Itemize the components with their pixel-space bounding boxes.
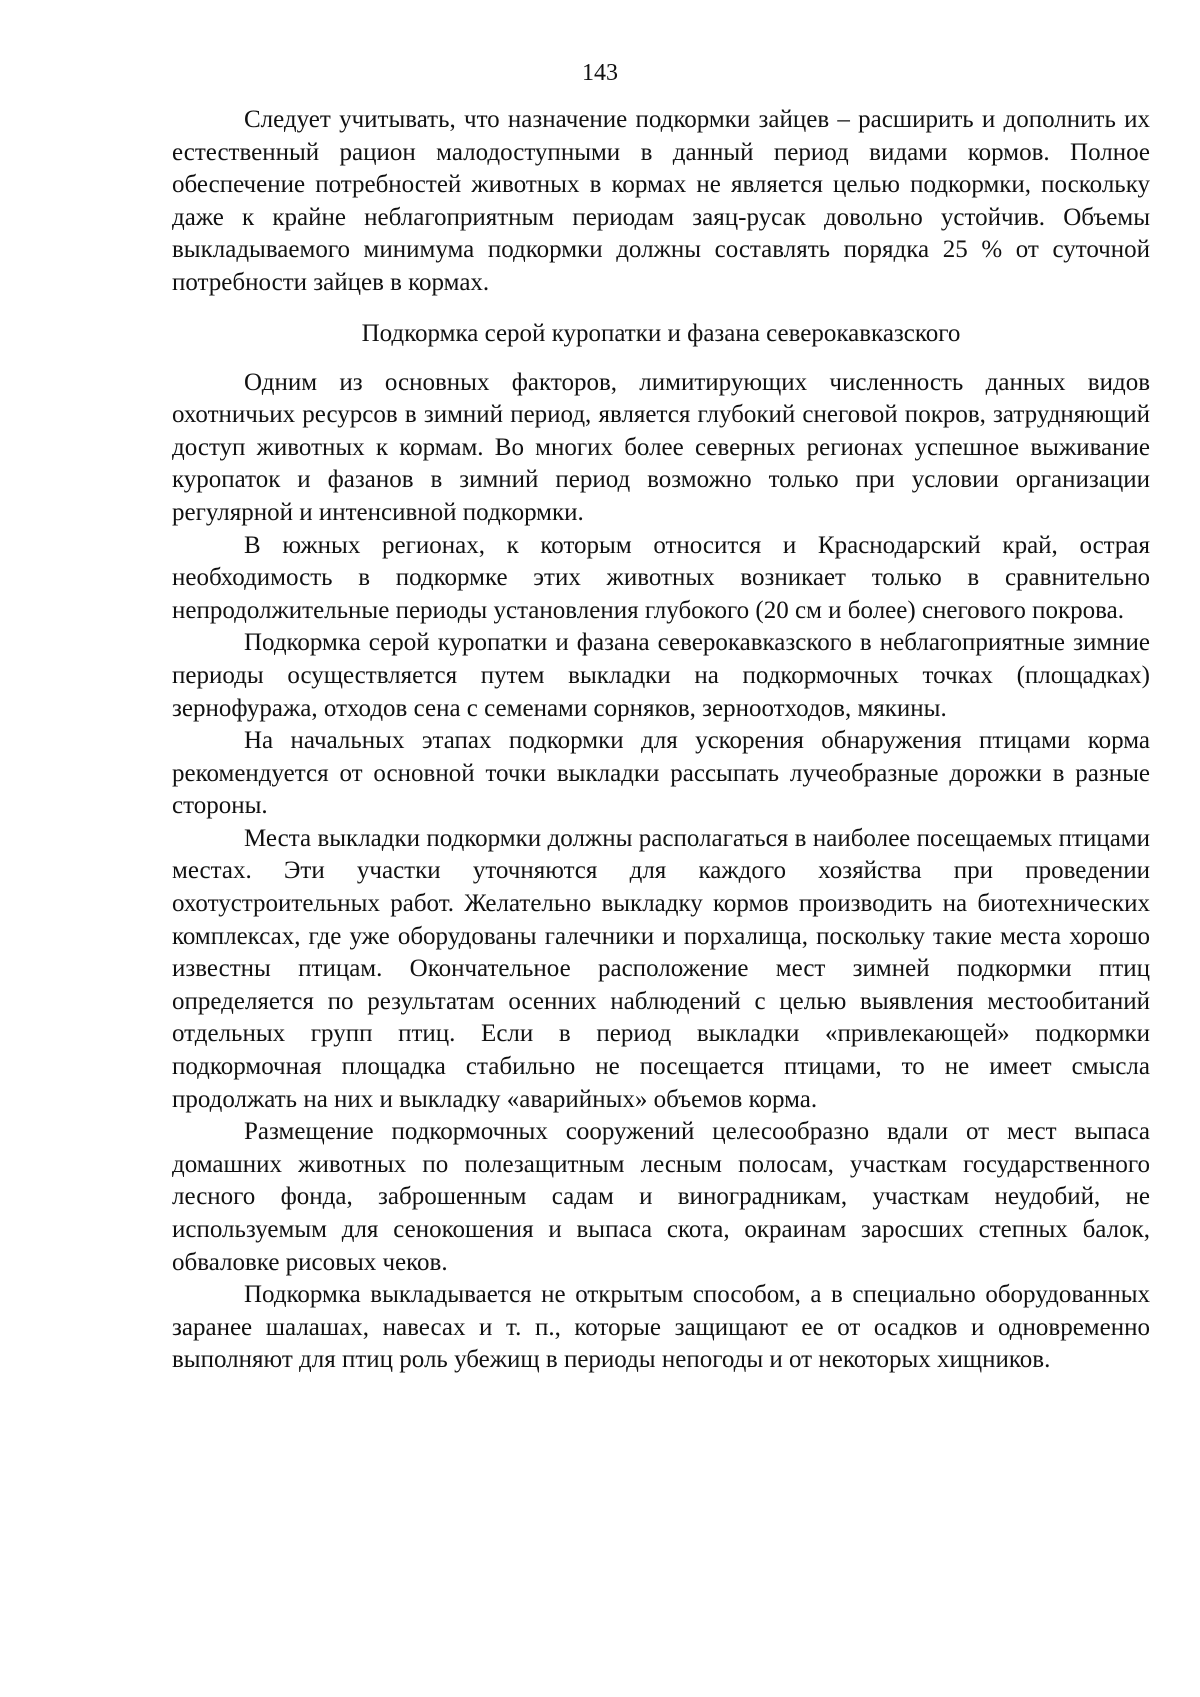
paragraph: Одним из основных факторов, лимитирующих численность данных видов охотничьих ресурсов в зимний период, является глубокий снеговой покров, затрудняющий доступ животных к кормам. Во многих более северных регионах успешное выживание куропаток и фазанов в зимний период возможно только при условии организации регулярной и интенсивной подкормки. <box>172 368 1150 526</box>
paragraph: Размещение подкормочных сооружений целесообразно вдали от мест выпаса домашних животных по полезащитным лесным полосам, участкам государственного лесного фонда, заброшенным садам и виноградникам, участкам неудобий, не используемым для сенокошения и выпаса скота, окраинам заросших степных балок, обваловке рисовых чеков. <box>172 1118 1150 1276</box>
paragraph: В южных регионах, к которым относится и Краснодарский край, острая необходимость в подкормке этих животных возникает только в сравнительно непродолжительные периоды установления глубокого (20 см и более) снегового покрова. <box>172 531 1150 624</box>
section-heading: Подкормка серой куропатки и фазана северокавказского <box>361 319 961 347</box>
paragraph: Места выкладки подкормки должны располагаться в наиболее посещаемых птицами местах. Эти участки уточняются для каждого хозяйства при проведении охотустроительных работ. Желательно выкладку кормов производить на биотехнических комплексах, где уже оборудованы галечники и порхалища, поскольку такие места хорошо известны птицам. Окончательное расположение мест зимней подкормки птиц определяется по результатам осенних наблюдений с целью выявления местообитаний отдельных групп птиц. Если в период выкладки «привлекающей» подкормки подкормочная площадка стабильно не посещается птицами, то не имеет смысла продолжать на них и выкладку «аварийных» объемов корма. <box>172 824 1150 1113</box>
page-number: 143 <box>582 60 618 86</box>
paragraph: Подкормка серой куропатки и фазана северокавказского в неблагоприятные зимние периоды осуществляется путем выкладки на подкормочных точках (площадках) зернофуража, отходов сена с семенами сорняков, зерноотходов, мякины. <box>172 629 1150 722</box>
paragraph-hare-feeding: Следует учитывать, что назначение подкормки зайцев – расширить и дополнить их естественный рацион малодоступными в данный период видами кормов. Полное обеспечение потребностей животных в кормах не является целью подкормки, поскольку даже к крайне неблагоприятным периодам заяц-русак довольно устойчив. Объемы выкладываемого минимума подкормки должны составлять порядка 25 % от суточной потребности зайцев в кормах. <box>172 106 1150 296</box>
page-body <box>172 104 1150 1377</box>
paragraph: Подкормка выкладывается не открытым способом, а в специально оборудованных заранее шалашах, навесах и т. п., которые защищают ее от осадков и одновременно выполняют для птиц роль убежищ в периоды непогоды и от некоторых хищников. <box>172 1281 1150 1374</box>
paragraph: На начальных этапах подкормки для ускорения обнаружения птицами корма рекомендуется от основной точки выкладки рассыпать лучеобразные дорожки в разные стороны. <box>172 727 1150 820</box>
